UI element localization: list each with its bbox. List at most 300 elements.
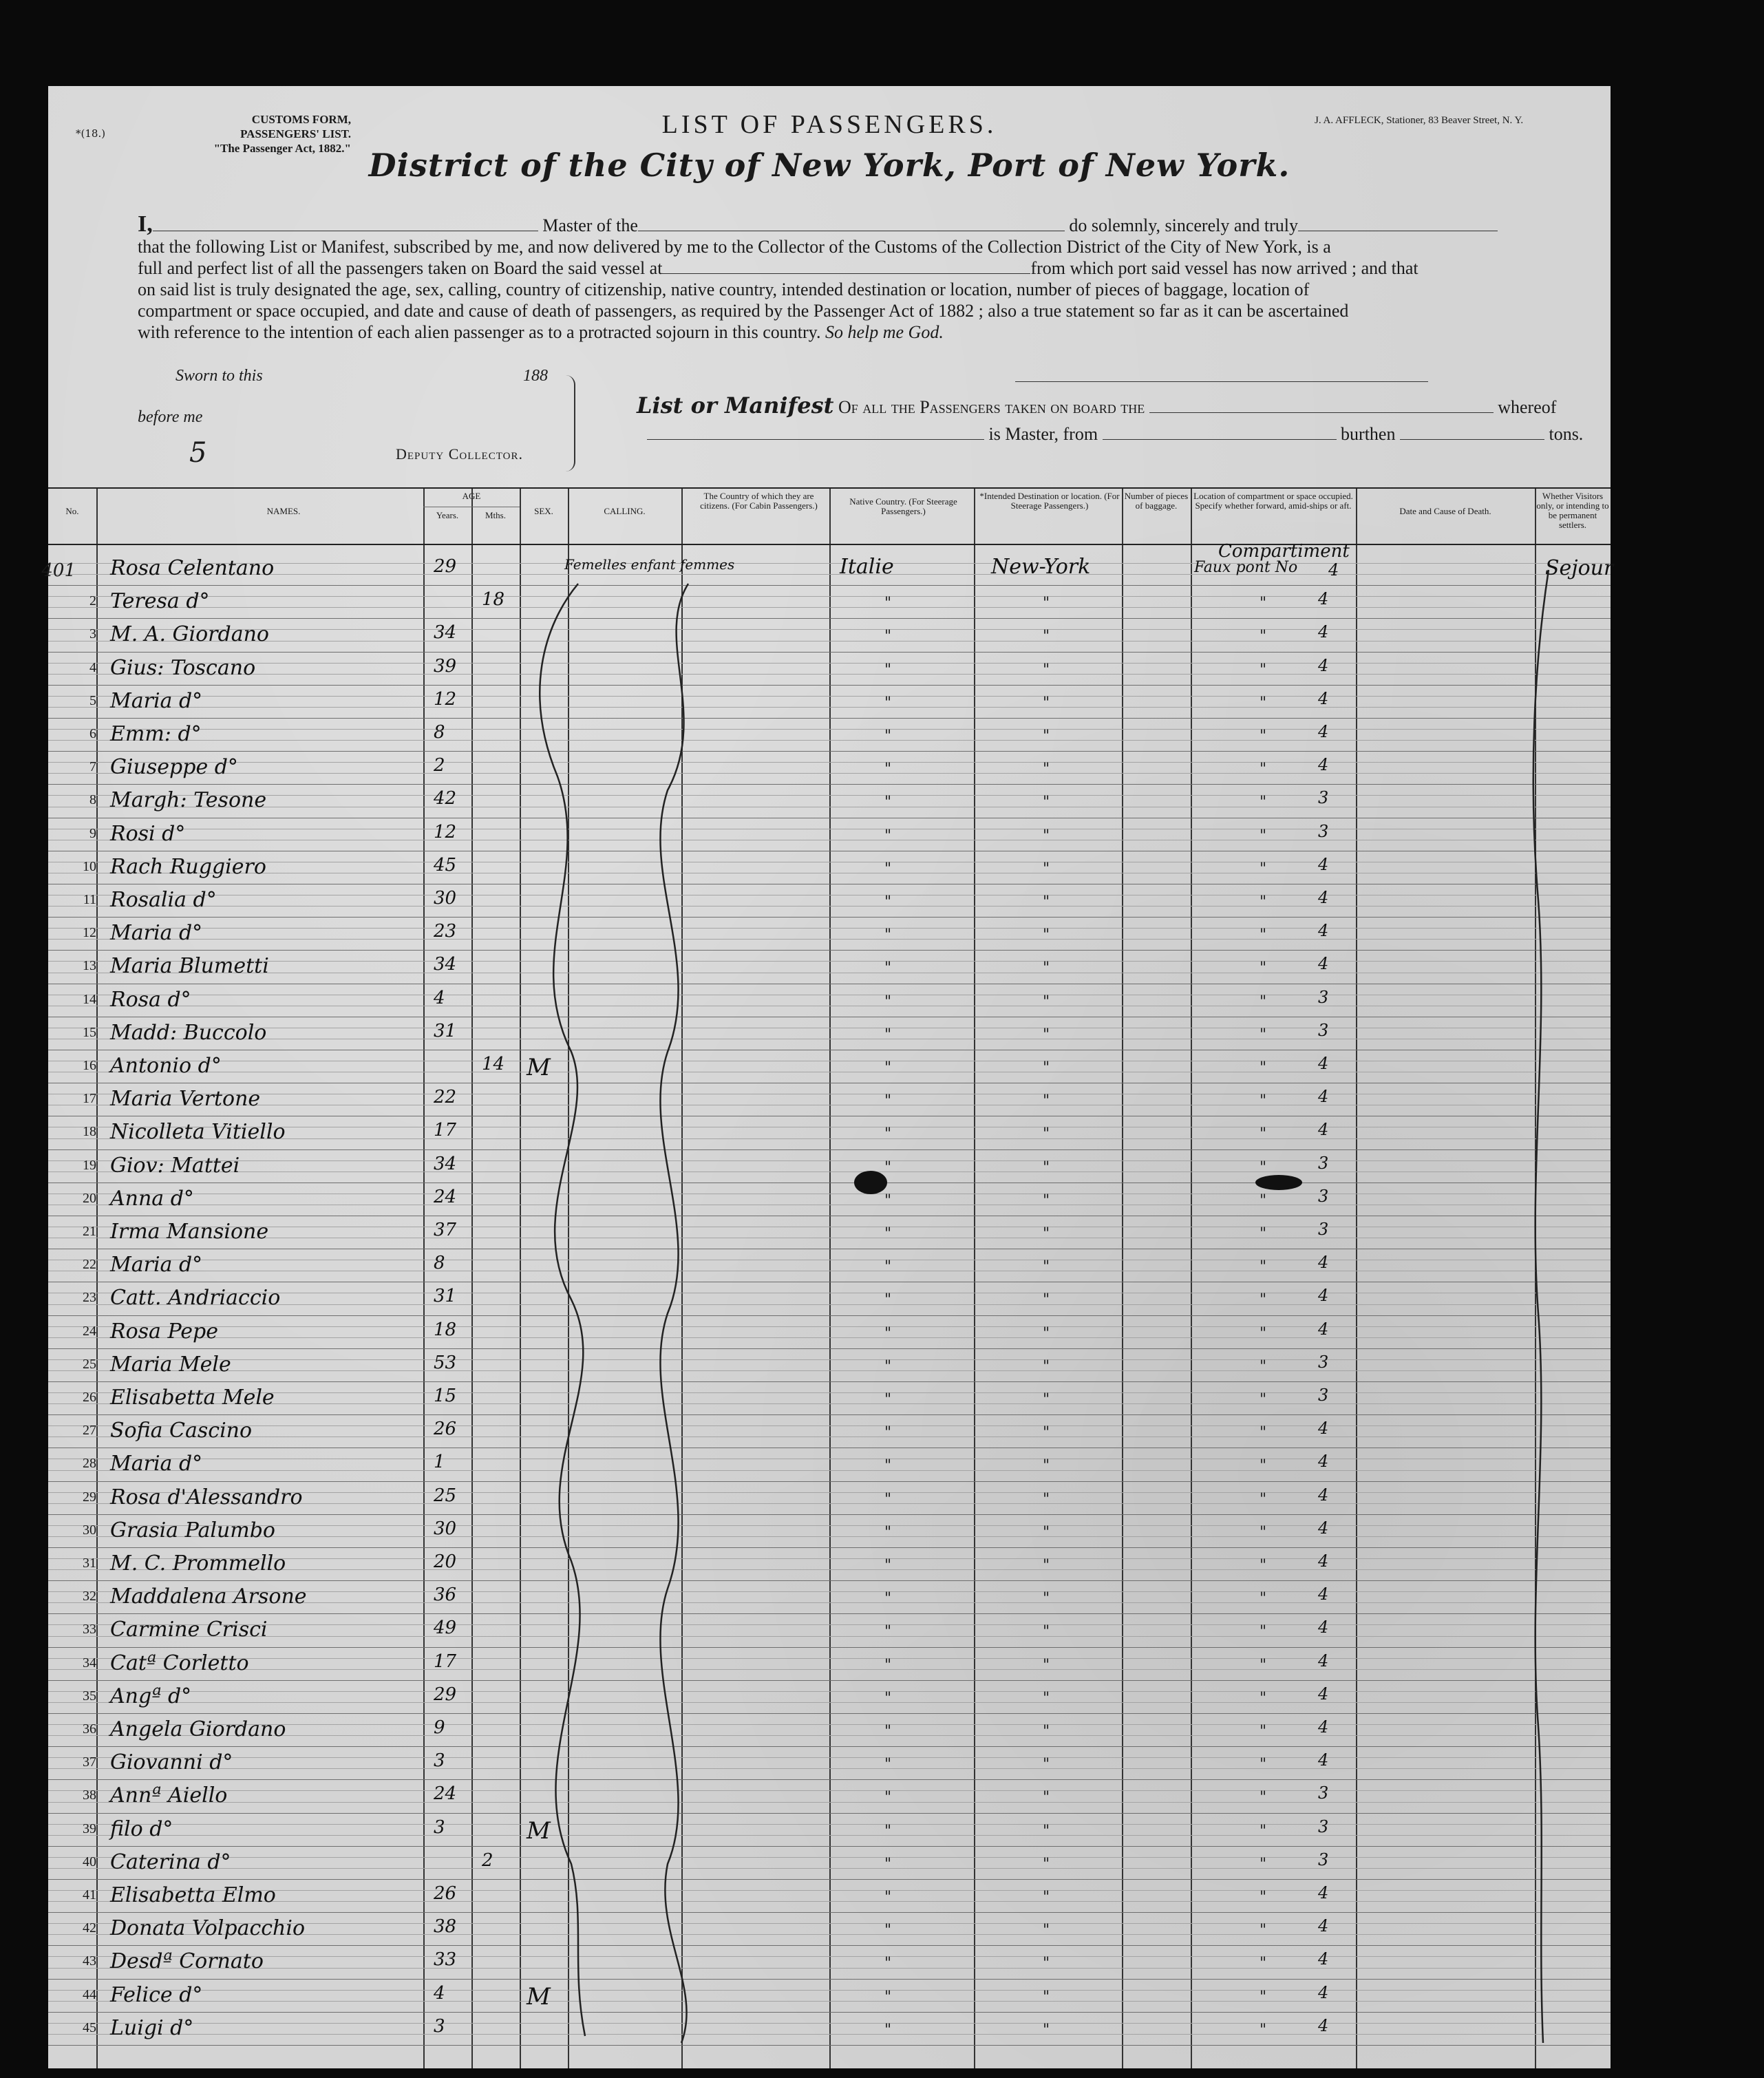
- destination-ditto: ": [1043, 1822, 1050, 1840]
- row-number: 44: [83, 1986, 96, 2002]
- location-number: 3: [1318, 1849, 1329, 1869]
- location-number: 4: [1318, 622, 1329, 642]
- form-line-1: CUSTOMS FORM,: [251, 113, 351, 126]
- age-years: 34: [434, 954, 457, 975]
- destination-ditto: ": [1043, 1756, 1050, 1774]
- col-header-age: AGE: [462, 491, 481, 501]
- location-number: 3: [1318, 1153, 1329, 1173]
- passenger-name: M. A. Giordano: [110, 622, 269, 647]
- location-ditto: ": [1260, 1225, 1267, 1242]
- passenger-name: Maria Mele: [110, 1352, 231, 1377]
- manifest-sheet: [41, 86, 1614, 2068]
- age-years: 4: [434, 987, 445, 1008]
- destination-ditto: ": [1043, 1026, 1050, 1043]
- passenger-name: Maddalena Arsone: [110, 1584, 307, 1609]
- location-number: 4: [1318, 1949, 1329, 1969]
- passenger-name: Catª Corletto: [110, 1651, 249, 1675]
- location-ditto: ": [1260, 993, 1267, 1010]
- row-number: 34: [83, 1655, 96, 1671]
- location-ditto: ": [1260, 1391, 1267, 1408]
- row-number: 16: [83, 1058, 96, 1073]
- location-ditto: ": [1260, 1191, 1267, 1209]
- age-years: 24: [434, 1783, 457, 1805]
- location-ditto: ": [1260, 1457, 1267, 1475]
- location-ditto: ": [1260, 1955, 1267, 1973]
- row-number: 35: [83, 1688, 96, 1704]
- age-years: 17: [434, 1120, 457, 1141]
- native-ditto: ": [884, 1955, 892, 1973]
- destination-ditto: ": [1043, 926, 1050, 944]
- age-years: 1: [434, 1452, 445, 1473]
- location-ditto: ": [1260, 694, 1267, 712]
- row-number: 24: [83, 1323, 96, 1339]
- sworn-to-this: Sworn to this: [176, 367, 263, 385]
- native-ditto: ": [884, 1026, 892, 1043]
- manifest-burthen: burthen: [1341, 424, 1396, 444]
- destination-ditto: ": [1043, 1059, 1050, 1077]
- location-number: 4: [1318, 854, 1329, 874]
- location-ditto: ": [1260, 1889, 1267, 1906]
- destination-ditto: ": [1043, 1955, 1050, 1973]
- location-number: 4: [1318, 589, 1329, 609]
- destination-ditto: ": [1043, 1656, 1050, 1674]
- location-number: 4: [1318, 1651, 1329, 1671]
- location-number: 4: [1318, 1120, 1329, 1140]
- passenger-name: Donata Volpacchio: [110, 1916, 306, 1941]
- location-ditto: ": [1260, 1324, 1267, 1342]
- location-ditto: ": [1260, 1059, 1267, 1077]
- row-number: 8: [89, 792, 96, 808]
- location-number: 3: [1318, 1220, 1329, 1239]
- location-ditto: ": [1260, 1523, 1267, 1541]
- destination-ditto: ": [1043, 1291, 1050, 1309]
- row-number: 38: [83, 1788, 96, 1803]
- native-ditto: ": [884, 1391, 892, 1408]
- row-number: 27: [83, 1423, 96, 1439]
- passenger-name: Sofia Cascino: [110, 1419, 253, 1443]
- destination-ditto: ": [1043, 1125, 1050, 1143]
- ink-blot-location: [1255, 1175, 1302, 1190]
- col-header-calling: CALLING.: [604, 506, 646, 516]
- location-number: 4: [1318, 1684, 1329, 1704]
- native-ditto: ": [884, 1225, 892, 1242]
- native-ditto: ": [884, 694, 892, 712]
- oath-line-5: compartment or space occupied, and date and cause of death of passengers, as required by the Passenger Act of 1882 ; also a true statement so far as it can be ascertained: [138, 301, 1349, 321]
- passenger-name: filo d°: [110, 1816, 173, 1841]
- row-number: 30: [83, 1522, 96, 1538]
- location-ditto: ": [1260, 1258, 1267, 1276]
- row-number: 23: [83, 1290, 96, 1306]
- row-number: 12: [83, 925, 96, 941]
- passenger-name: Maria d°: [110, 921, 203, 946]
- oath-line-6: [138, 321, 1569, 343]
- location-ditto: ": [1260, 1557, 1267, 1574]
- native-ditto: ": [884, 1191, 892, 1209]
- col-header-native: Native Country. (For Steerage Passengers.): [849, 496, 957, 516]
- location-number: 4: [1318, 1087, 1329, 1107]
- age-years: 20: [434, 1551, 457, 1572]
- calling-column-line: [660, 584, 688, 2043]
- age-years: 3: [434, 1816, 445, 1838]
- location-ditto: ": [1260, 1026, 1267, 1043]
- age-years: 42: [434, 788, 457, 809]
- row-number: 19: [83, 1157, 96, 1173]
- native-ditto: ": [884, 1125, 892, 1143]
- destination-ditto: ": [1043, 728, 1050, 745]
- row-number: 15: [83, 1024, 96, 1040]
- native-ditto: ": [884, 827, 892, 845]
- native-ditto: ": [884, 1656, 892, 1674]
- row-number: 32: [83, 1589, 96, 1604]
- passenger-name: Desdª Cornato: [110, 1949, 264, 1974]
- destination-ditto: ": [1043, 860, 1050, 878]
- location-number: 4: [1318, 888, 1329, 907]
- form-line-2: PASSENGERS' LIST.: [240, 127, 351, 140]
- passenger-name: Madd: Buccolo: [110, 1020, 267, 1045]
- native-ditto: ": [884, 960, 892, 977]
- sex-column-line: [540, 584, 585, 2036]
- passenger-name: Antonio d°: [110, 1054, 222, 1078]
- age-years: 37: [434, 1220, 457, 1240]
- row-number: 36: [83, 1721, 96, 1737]
- age-months: 18: [482, 589, 505, 611]
- destination-ditto: ": [1043, 1225, 1050, 1242]
- native-ditto: ": [884, 1988, 892, 2006]
- passenger-name: Carmine Crisci: [110, 1618, 268, 1642]
- passenger-name: Felice d°: [110, 1982, 203, 2007]
- oath-line-4: on said list is truly designated the age, sex, calling, country of citizenship, native country, intended destination or location, number of pieces of baggage, location of: [138, 279, 1310, 299]
- location-number: 4: [1318, 1485, 1329, 1505]
- age-years: 23: [434, 921, 457, 942]
- location-number: 4: [1318, 1054, 1329, 1073]
- location-ditto: ": [1260, 926, 1267, 944]
- passenger-name: Elisabetta Elmo: [110, 1883, 276, 1907]
- location-ditto: ": [1260, 1158, 1267, 1176]
- location-number: 4: [1318, 1584, 1329, 1604]
- location-top-entry: Compartiment: [1218, 541, 1350, 562]
- location-entry: Faux pont No: [1194, 559, 1298, 576]
- passenger-name: Teresa d°: [110, 589, 210, 614]
- passenger-name: Maria d°: [110, 1253, 203, 1277]
- passenger-name: Catt. Andriaccio: [110, 1286, 281, 1311]
- col-header-mths: Mths.: [485, 510, 506, 520]
- row-number: 29: [83, 1489, 96, 1505]
- sex-mark: M: [527, 1816, 551, 1845]
- age-years: 34: [434, 1153, 457, 1174]
- age-years: 3: [434, 1750, 445, 1772]
- location-number: 3: [1318, 1386, 1329, 1405]
- oath-solemnly: do solemnly, sincerely and truly: [1069, 215, 1298, 235]
- destination-ditto: ": [1043, 1789, 1050, 1807]
- location-number: 4: [1318, 1618, 1329, 1637]
- location-number: 3: [1318, 1020, 1329, 1040]
- native-ditto: ": [884, 1092, 892, 1110]
- manifest-tons: tons.: [1549, 424, 1584, 444]
- native-ditto: ": [884, 860, 892, 878]
- manifest-block: [637, 392, 1600, 445]
- age-years: 12: [434, 821, 457, 842]
- row-number: 4: [89, 659, 96, 675]
- native-ditto: ": [884, 1258, 892, 1276]
- manifest-whereof: whereof: [1498, 397, 1557, 417]
- location-number: 4: [1318, 1518, 1329, 1538]
- location-ditto: ": [1260, 794, 1267, 812]
- destination-ditto: ": [1043, 960, 1050, 977]
- passenger-name: Annª Aiello: [110, 1783, 228, 1808]
- native-ditto: ": [884, 1723, 892, 1740]
- age-years: 49: [434, 1618, 457, 1639]
- location-ditto: ": [1260, 893, 1267, 911]
- native-ditto: ": [884, 1324, 892, 1342]
- visitors-column-line: [1533, 570, 1549, 2043]
- passenger-name: Maria d°: [110, 1452, 203, 1476]
- native-ditto: ": [884, 1590, 892, 1608]
- destination-ditto: ": [1043, 1191, 1050, 1209]
- native-ditto: ": [884, 1557, 892, 1574]
- native-ditto: ": [884, 1822, 892, 1840]
- location-number: 3: [1318, 821, 1329, 841]
- row-number: 10: [83, 858, 96, 874]
- row-number: 43: [83, 1953, 96, 1969]
- visitors-entry: Sejour: [1545, 556, 1614, 580]
- location-ditto: ": [1260, 1125, 1267, 1143]
- native-ditto: ": [884, 794, 892, 812]
- age-years: 31: [434, 1020, 457, 1041]
- oath-line-3b: from which port said vessel has now arrived ; and that: [1030, 258, 1418, 278]
- row-number: 21: [83, 1224, 96, 1239]
- location-ditto: ": [1260, 628, 1267, 646]
- oath-master-of-the: Master of the: [542, 215, 638, 235]
- age-years: 8: [434, 722, 445, 743]
- destination-ditto: ": [1043, 1092, 1050, 1110]
- age-years: 26: [434, 1419, 457, 1440]
- age-years: 3: [434, 2015, 445, 2037]
- native-ditto: ": [884, 1922, 892, 1940]
- location-number: 4: [1318, 1452, 1329, 1472]
- location-number: 4: [1318, 1717, 1329, 1737]
- row-number: 18: [83, 1124, 96, 1140]
- native-ditto: ": [884, 1059, 892, 1077]
- destination-ditto: ": [1043, 1590, 1050, 1608]
- row-number: 25: [83, 1356, 96, 1372]
- oath-line-2: that the following List or Manifest, subscribed by me, and now delivered by me to the Collector of the Customs of the Collection District of the City of New York, is a: [138, 237, 1331, 257]
- destination-ditto: ": [1043, 1490, 1050, 1508]
- destination-ditto: ": [1043, 1523, 1050, 1541]
- col-header-location: Location of compartment or space occupied. Specify whether forward, amid-ships or aft.: [1193, 491, 1353, 511]
- age-years: 12: [434, 688, 457, 710]
- age-years: 39: [434, 655, 457, 677]
- passenger-name: Emm: d°: [110, 722, 202, 746]
- passenger-name: Angª d°: [110, 1684, 192, 1708]
- location-ditto: ": [1260, 827, 1267, 845]
- native-ditto: ": [884, 761, 892, 778]
- row-number: 42: [83, 1920, 96, 1936]
- oath-help: So help me God.: [825, 322, 944, 342]
- passenger-name: Anna d°: [110, 1186, 194, 1211]
- passenger-name: Maria Blumetti: [110, 954, 269, 979]
- destination-ditto: ": [1043, 1689, 1050, 1707]
- native-ditto: ": [884, 1424, 892, 1442]
- row-number: 14: [83, 991, 96, 1007]
- passenger-name: Rosa d°: [110, 987, 191, 1012]
- row-number: 3: [89, 626, 96, 642]
- location-number: 4: [1318, 1419, 1329, 1439]
- location-ditto: ": [1260, 1424, 1267, 1442]
- row-number: 11: [83, 892, 96, 907]
- oath-line-1: [138, 213, 1569, 236]
- native-ditto: ": [884, 628, 892, 646]
- location-ditto: ": [1260, 761, 1267, 778]
- oath-line-3: [138, 257, 1569, 279]
- native-ditto: ": [884, 1855, 892, 1873]
- destination-ditto: ": [1043, 761, 1050, 778]
- page-title: LIST OF PASSENGERS.: [661, 110, 997, 139]
- native-ditto: ": [884, 926, 892, 944]
- destination-ditto: ": [1043, 1922, 1050, 1940]
- row-number: 26: [83, 1390, 96, 1405]
- native-ditto: ": [884, 1789, 892, 1807]
- form-line-3: "The Passenger Act, 1882.": [213, 142, 351, 155]
- location-ditto: ": [1260, 1490, 1267, 1508]
- native-ditto: ": [884, 595, 892, 613]
- deputy-collector: Deputy Collector.: [396, 445, 523, 463]
- destination-ditto: ": [1043, 1557, 1050, 1574]
- destination-ditto: ": [1043, 694, 1050, 712]
- handwritten-mark: 5: [189, 437, 207, 469]
- location-ditto: ": [1260, 1291, 1267, 1309]
- oath-line-6-text: with reference to the intention of each alien passenger as to a protracted sojourn in this country.: [138, 322, 821, 342]
- location-number: 3: [1318, 1186, 1329, 1206]
- location-number: 3: [1318, 987, 1329, 1007]
- sex-mark: M: [527, 1982, 551, 2011]
- location-number: 4: [1318, 1319, 1329, 1339]
- location-number: 4: [1318, 1286, 1329, 1306]
- location-ditto: ": [1260, 1756, 1267, 1774]
- passenger-name: Luigi d°: [110, 2015, 194, 2040]
- native-ditto: ": [884, 2021, 892, 2039]
- sworn-year: 188: [523, 367, 548, 385]
- location-ditto: ": [1260, 1623, 1267, 1641]
- passenger-name: Giuseppe d°: [110, 755, 238, 780]
- destination-ditto: ": [1043, 893, 1050, 911]
- row-number: 37: [83, 1754, 96, 1770]
- location-number: 4: [1318, 921, 1329, 941]
- manifest-is-master: is Master, from: [988, 424, 1098, 444]
- native-ditto: ": [884, 1158, 892, 1176]
- native-ditto: ": [884, 1357, 892, 1375]
- native-ditto: ": [884, 1490, 892, 1508]
- before-me: before me: [138, 408, 203, 426]
- row-number: 28: [83, 1456, 96, 1472]
- passenger-name: Rosa Pepe: [110, 1319, 219, 1344]
- age-years: 26: [434, 1883, 457, 1904]
- row-number: 17: [83, 1091, 96, 1107]
- location-ditto: ": [1260, 1988, 1267, 2006]
- location-number: 3: [1318, 788, 1329, 808]
- passenger-name: Giov: Mattei: [110, 1153, 240, 1178]
- row-number: 45: [83, 2019, 96, 2035]
- destination-ditto: ": [1043, 1457, 1050, 1475]
- age-years: 2: [434, 755, 445, 776]
- age-years: 36: [434, 1584, 457, 1606]
- location-number: 4: [1318, 954, 1329, 974]
- col-header-destination: *Intended Destination or location. (For Steerage Passengers.): [979, 491, 1120, 511]
- passenger-table: [41, 487, 1614, 2068]
- row-number: 401: [41, 560, 76, 581]
- location-ditto: ": [1260, 960, 1267, 977]
- row-number: 6: [89, 726, 96, 741]
- native-ditto: ": [884, 728, 892, 745]
- oath-i: I,: [138, 211, 153, 237]
- passenger-name: Rosa d'Alessandro: [110, 1485, 303, 1509]
- native-ditto: ": [884, 893, 892, 911]
- age-years: 53: [434, 1352, 457, 1373]
- sworn-bracket: [566, 375, 575, 471]
- age-years: 45: [434, 854, 457, 876]
- passenger-name: Angela Giordano: [110, 1717, 286, 1741]
- row-number: 13: [83, 958, 96, 974]
- col-header-death: Date and Cause of Death.: [1399, 506, 1491, 516]
- ink-blot-native: [854, 1171, 887, 1194]
- location-ditto: ": [1260, 1357, 1267, 1375]
- manifest-of-all: Of all the Passengers taken on board the: [838, 397, 1145, 417]
- sex-mark: M: [527, 1054, 551, 1081]
- native-ditto: ": [884, 1457, 892, 1475]
- age-years: 25: [434, 1485, 457, 1506]
- form-number: *(18.): [76, 127, 106, 140]
- location-ditto: ": [1260, 1092, 1267, 1110]
- age-years: 22: [434, 1087, 457, 1108]
- col-header-citizen: The Country of which they are citizens. (For Cabin Passengers.): [700, 491, 818, 511]
- age-years: 8: [434, 1253, 445, 1274]
- passenger-name: Grasia Palumbo: [110, 1518, 275, 1542]
- age-years: 33: [434, 1949, 457, 1971]
- location-number: 4: [1318, 1916, 1329, 1936]
- stationer-imprint: J. A. AFFLECK, Stationer, 83 Beaver Street, N. Y.: [1315, 115, 1524, 126]
- row-number: 41: [83, 1887, 96, 1902]
- passenger-name: Rosalia d°: [110, 888, 217, 912]
- age-years: 9: [434, 1717, 445, 1738]
- native-ditto: ": [884, 1291, 892, 1309]
- destination-ditto: ": [1043, 661, 1050, 679]
- location-number: 4: [1318, 688, 1329, 708]
- passenger-name: Gius: Toscano: [110, 655, 256, 680]
- location-ditto: ": [1260, 1656, 1267, 1674]
- native-ditto: ": [884, 661, 892, 679]
- destination-ditto: ": [1043, 1424, 1050, 1442]
- destination-entry: New-York: [991, 555, 1091, 579]
- location-number: 4: [1318, 1883, 1329, 1902]
- destination-ditto: ": [1043, 1357, 1050, 1375]
- location-number: 4: [1318, 2015, 1329, 2035]
- passenger-name: Margh: Tesone: [110, 788, 267, 813]
- age-years: 29: [434, 556, 457, 577]
- age-years: 29: [434, 1684, 457, 1705]
- location-ditto: ": [1260, 1689, 1267, 1707]
- destination-ditto: ": [1043, 1158, 1050, 1176]
- destination-ditto: ": [1043, 1988, 1050, 2006]
- location-number: 4: [1318, 1253, 1329, 1273]
- handwritten-strokes: [48, 487, 1614, 2068]
- destination-ditto: ": [1043, 1391, 1050, 1408]
- location-ditto: ": [1260, 860, 1267, 878]
- destination-ditto: ": [1043, 1258, 1050, 1276]
- row-number: 7: [89, 759, 96, 775]
- age-years: 15: [434, 1386, 457, 1406]
- location-number: 3: [1318, 1352, 1329, 1372]
- location-number: 4: [1318, 1750, 1329, 1770]
- district-heading: District of the City of New York, Port of New York.: [368, 147, 1290, 184]
